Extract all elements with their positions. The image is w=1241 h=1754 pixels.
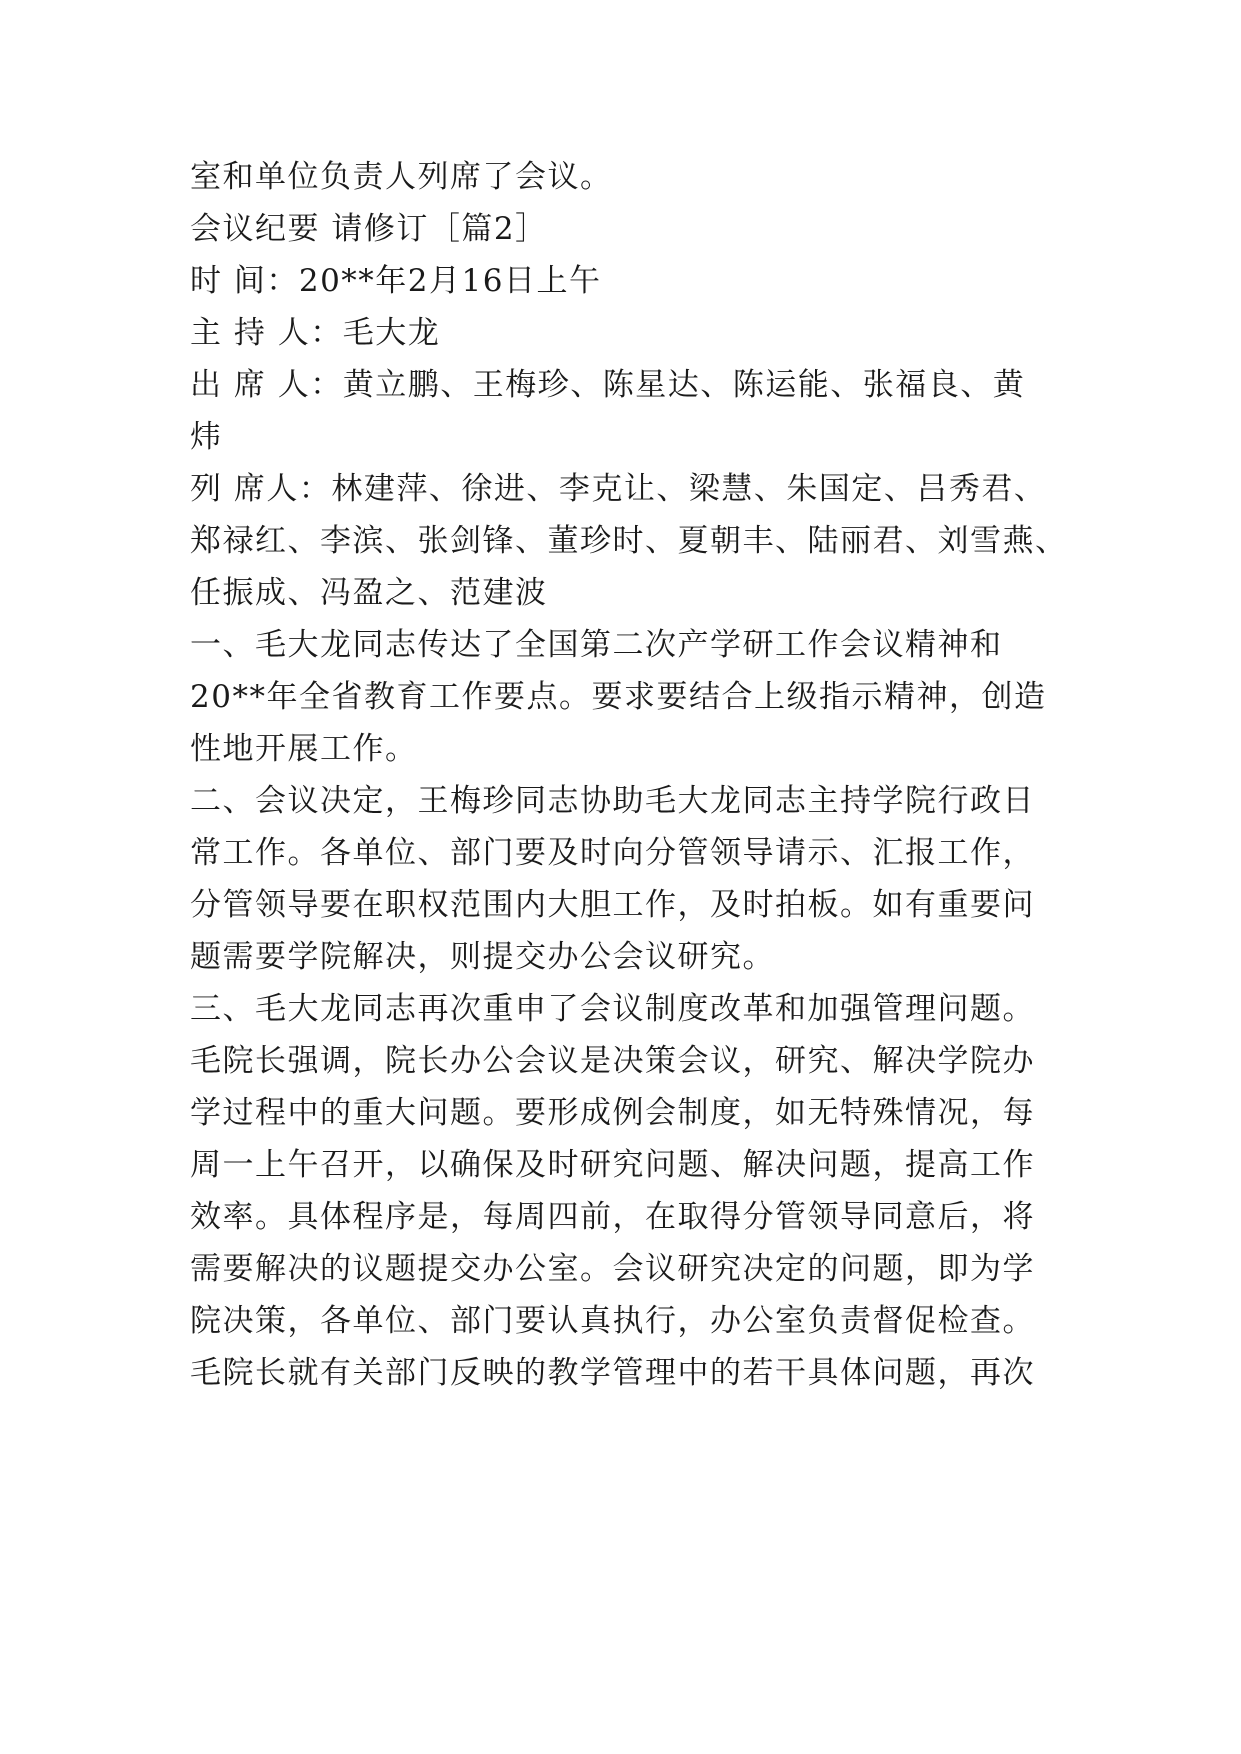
text-line: 炜 bbox=[190, 419, 223, 455]
text-line: 三、毛大龙同志再次重申了会议制度改革和加强管理问题。 bbox=[190, 991, 1035, 1027]
text-line: 室和单位负责人列席了会议。 bbox=[190, 159, 613, 195]
text-line: 时 间：20**年2月16日上午 bbox=[190, 263, 602, 299]
text-line: 郑禄红、李滨、张剑锋、董珍时、夏朝丰、陆丽君、刘雪燕、 bbox=[190, 523, 1068, 559]
text-line: 题需要学院解决，则提交办公会议研究。 bbox=[190, 939, 775, 975]
text-line: 列 席人：林建萍、徐进、李克让、梁慧、朱国定、吕秀君、 bbox=[190, 471, 1047, 507]
text-line: 出 席 人：黄立鹏、王梅珍、陈星达、陈运能、张福良、黄 bbox=[190, 367, 1026, 403]
text-line: 二、会议决定，王梅珍同志协助毛大龙同志主持学院行政日 bbox=[190, 783, 1035, 819]
text-line: 毛院长就有关部门反映的教学管理中的若干具体问题，再次 bbox=[190, 1355, 1035, 1391]
text-line: 分管领导要在职权范围内大胆工作，及时拍板。如有重要问 bbox=[190, 887, 1035, 923]
text-line: 一、毛大龙同志传达了全国第二次产学研工作会议精神和 bbox=[190, 627, 1003, 663]
text-line: 性地开展工作。 bbox=[190, 731, 418, 767]
text-line: 学过程中的重大问题。要形成例会制度，如无特殊情况，每 bbox=[190, 1095, 1035, 1131]
text-line: 20**年全省教育工作要点。要求要结合上级指示精神，创造 bbox=[190, 679, 1047, 715]
text-line: 毛院长强调，院长办公会议是决策会议，研究、解决学院办 bbox=[190, 1043, 1035, 1079]
text-line: 院决策，各单位、部门要认真执行，办公室负责督促检查。 bbox=[190, 1303, 1035, 1339]
text-line: 主 持 人：毛大龙 bbox=[190, 315, 441, 351]
text-line: 任振成、冯盈之、范建波 bbox=[190, 575, 548, 611]
text-line: 会议纪要 请修订［篇2］ bbox=[190, 211, 548, 247]
text-line: 需要解决的议题提交办公室。会议研究决定的问题，即为学 bbox=[190, 1251, 1035, 1287]
text-line: 周一上午召开，以确保及时研究问题、解决问题，提高工作 bbox=[190, 1147, 1035, 1183]
text-line: 常工作。各单位、部门要及时向分管领导请示、汇报工作， bbox=[190, 835, 1035, 871]
text-line: 效率。具体程序是，每周四前，在取得分管领导同意后，将 bbox=[190, 1199, 1035, 1235]
